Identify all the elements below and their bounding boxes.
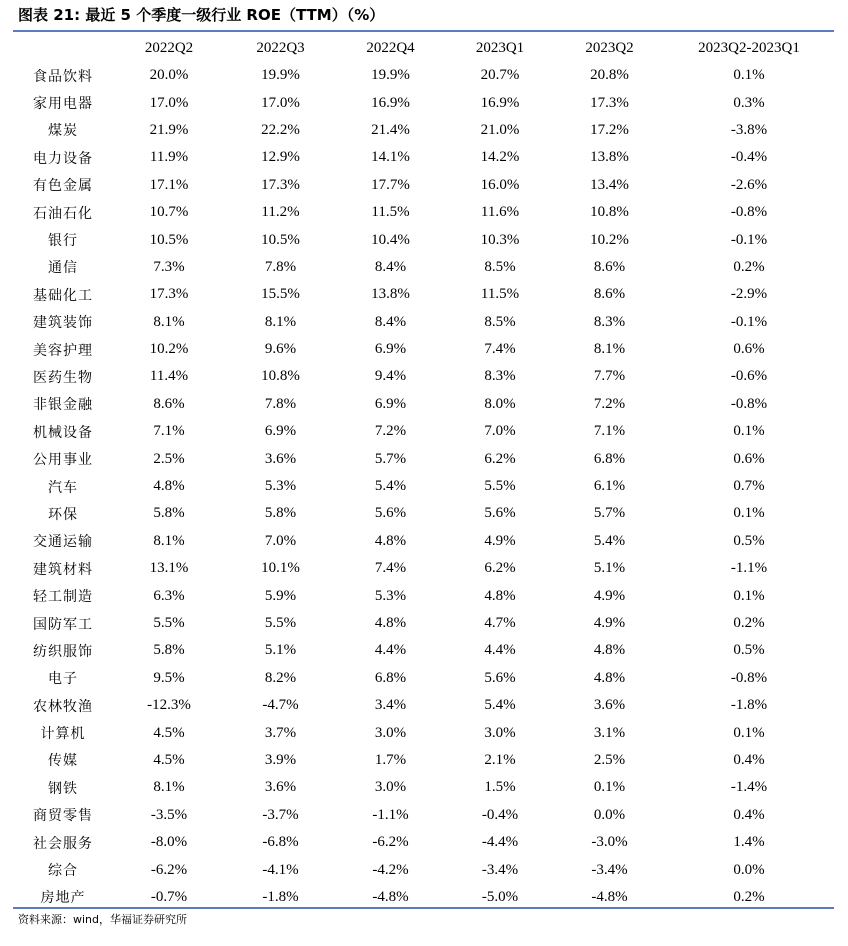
roe-value-cell: 3.6% [593, 697, 626, 714]
roe-value-cell: 17.2% [590, 121, 629, 138]
table-row [13, 309, 834, 336]
industry-name: 食品饮料 [33, 68, 93, 85]
industry-name: 房地产 [40, 890, 86, 907]
industry-name: 综合 [48, 863, 78, 880]
table-row [13, 637, 834, 664]
table-body [13, 62, 834, 911]
industry-name: 交通运输 [33, 534, 93, 551]
roe-value-cell: 10.8% [590, 204, 629, 221]
industry-name: 美容护理 [33, 342, 93, 359]
roe-value-cell: -2.9% [730, 286, 768, 303]
roe-value-cell: 0.4% [733, 806, 765, 823]
table-row [13, 199, 834, 226]
roe-value-cell: 5.9% [264, 587, 297, 604]
header-cell: 2022Q3 [256, 39, 305, 56]
roe-value-cell: -4.1% [262, 861, 299, 878]
roe-value-cell: 4.8% [153, 478, 185, 495]
roe-value-cell: 19.9% [261, 67, 300, 84]
roe-value-cell: -8.0% [150, 834, 188, 851]
roe-table [13, 34, 834, 911]
roe-value-cell: 22.2% [261, 121, 300, 138]
table-row [13, 692, 834, 719]
roe-value-cell: 1.4% [733, 834, 765, 851]
roe-value-cell: 14.2% [480, 149, 520, 166]
roe-value-cell: 16.9% [480, 94, 520, 111]
header-row [13, 34, 834, 62]
roe-value-cell: 4.9% [593, 615, 626, 631]
roe-value-cell: 0.2% [733, 258, 765, 275]
roe-value-cell: 6.9% [374, 341, 407, 358]
table-row [13, 555, 834, 582]
roe-value-cell: 0.2% [733, 888, 765, 905]
industry-name: 钢铁 [48, 780, 78, 797]
roe-value-cell: 15.5% [261, 286, 300, 303]
table-row [13, 719, 834, 746]
roe-value-cell: 4.8% [593, 642, 626, 659]
table-row [13, 226, 834, 253]
industry-name: 公用事业 [33, 452, 93, 469]
roe-value-cell: 6.2% [484, 450, 516, 467]
roe-value-cell: 8.1% [153, 313, 185, 330]
roe-value-cell: -6.8% [262, 834, 299, 851]
roe-value-cell: 7.1% [153, 423, 185, 440]
table-row [13, 665, 834, 692]
roe-value-cell: 7.4% [484, 341, 516, 358]
source-note: 资料来源：wind，华福证券研究所 [18, 913, 188, 926]
roe-value-cell: 8.6% [593, 258, 626, 275]
roe-value-cell: 3.0% [484, 724, 516, 741]
industry-name: 通信 [48, 260, 78, 277]
table-row [13, 391, 834, 418]
industry-name: 家用电器 [33, 96, 93, 113]
roe-value-cell: 17.3% [590, 94, 629, 111]
figure-title: 图表 21: 最近 5 个季度一级行业 ROE（TTM）（%） [18, 6, 385, 24]
roe-value-cell: 20.0% [149, 67, 189, 84]
roe-value-cell: 11.9% [149, 149, 189, 166]
roe-value-cell: -3.7% [262, 806, 299, 823]
table-row [13, 254, 834, 281]
roe-value-cell: 4.8% [374, 615, 407, 631]
roe-value-cell: 7.2% [593, 395, 626, 412]
roe-value-cell: -1.1% [730, 560, 768, 577]
roe-value-cell: 6.8% [593, 450, 626, 467]
roe-value-cell: 21.9% [149, 121, 189, 138]
industry-name: 纺织服饰 [33, 643, 93, 660]
industry-name: 电子 [48, 671, 78, 688]
industry-name: 非银金融 [33, 397, 93, 414]
roe-value-cell: 14.1% [371, 149, 410, 166]
roe-value-cell: 7.4% [374, 560, 407, 577]
industry-name: 计算机 [40, 726, 86, 743]
roe-value-cell: 0.6% [733, 341, 765, 358]
roe-value-cell: 5.6% [374, 505, 407, 522]
roe-value-cell: 13.8% [371, 286, 410, 303]
table-row [13, 418, 834, 445]
roe-value-cell: 5.1% [264, 642, 297, 659]
roe-value-cell: 8.1% [264, 313, 297, 330]
roe-value-cell: 7.0% [484, 423, 516, 440]
roe-value-cell: 5.6% [484, 669, 516, 686]
roe-value-cell: 3.9% [264, 751, 297, 768]
roe-value-cell: 2.5% [593, 751, 626, 768]
roe-value-cell: 8.5% [484, 313, 516, 330]
roe-value-cell: 5.5% [264, 615, 297, 631]
roe-value-cell: 8.3% [593, 313, 626, 330]
roe-value-cell: 0.1% [593, 779, 626, 796]
roe-value-cell: 17.3% [261, 176, 300, 193]
roe-value-cell: 21.0% [480, 121, 520, 138]
roe-value-cell: -0.7% [150, 888, 188, 905]
roe-value-cell: 8.2% [264, 669, 297, 686]
industry-name: 国防军工 [33, 616, 93, 633]
roe-value-cell: 20.8% [590, 67, 629, 84]
roe-value-cell: 13.1% [149, 560, 189, 577]
roe-value-cell: 12.9% [261, 149, 300, 166]
roe-value-cell: -0.8% [730, 395, 768, 412]
roe-value-cell: 5.4% [484, 697, 516, 714]
roe-value-cell: -1.1% [372, 806, 409, 823]
roe-value-cell: 0.2% [733, 615, 765, 631]
roe-value-cell: 5.5% [153, 615, 185, 631]
roe-value-cell: 19.9% [371, 67, 410, 84]
table-row [13, 610, 834, 637]
roe-value-cell: 4.8% [593, 669, 626, 686]
industry-name: 建筑装饰 [33, 315, 93, 332]
roe-value-cell: 0.1% [733, 505, 765, 522]
roe-value-cell: 11.5% [371, 204, 410, 221]
header-cell-category [13, 34, 113, 62]
roe-value-cell: 17.0% [149, 94, 189, 111]
roe-value-cell: -6.2% [372, 834, 409, 851]
roe-value-cell: -6.2% [150, 861, 188, 878]
roe-value-cell: 4.9% [484, 532, 516, 549]
roe-value-cell: 10.1% [261, 560, 300, 577]
roe-value-cell: 17.7% [371, 176, 410, 193]
roe-value-cell: 5.5% [484, 478, 516, 495]
roe-value-cell: 17.1% [149, 176, 189, 193]
roe-value-cell: 5.7% [374, 450, 407, 467]
roe-value-cell: 13.4% [590, 176, 629, 193]
industry-name: 社会服务 [33, 835, 93, 852]
roe-value-cell: 0.1% [733, 724, 765, 741]
roe-value-cell: 0.1% [733, 587, 765, 604]
roe-value-cell: 4.7% [484, 615, 516, 631]
roe-value-cell: 3.4% [374, 697, 407, 714]
industry-name: 有色金属 [33, 178, 93, 195]
table-row [13, 582, 834, 609]
table-row [13, 802, 834, 829]
roe-value-cell: 9.5% [153, 669, 185, 686]
roe-value-cell: 4.4% [484, 642, 516, 659]
industry-name: 轻工制造 [33, 589, 93, 606]
roe-value-cell: 6.3% [153, 587, 185, 604]
roe-value-cell: 11.4% [149, 368, 189, 385]
roe-value-cell: 8.5% [484, 258, 516, 275]
table-row [13, 363, 834, 390]
roe-value-cell: 4.4% [374, 642, 407, 659]
roe-value-cell: 10.2% [590, 231, 629, 248]
roe-value-cell: 7.0% [264, 532, 297, 549]
table-row [13, 500, 834, 527]
roe-value-cell: 2.1% [484, 751, 516, 768]
industry-name: 机械设备 [33, 424, 93, 441]
table-header [13, 34, 834, 62]
roe-value-cell: -4.8% [372, 888, 409, 905]
roe-value-cell: -0.1% [730, 313, 768, 330]
industry-name: 银行 [48, 233, 78, 250]
roe-value-cell: 7.7% [593, 368, 626, 385]
table-row [13, 117, 834, 144]
roe-value-cell: 5.3% [264, 478, 297, 495]
roe-value-cell: -0.8% [730, 204, 768, 221]
roe-value-cell: 4.5% [153, 751, 185, 768]
roe-value-cell: -3.5% [150, 806, 188, 823]
roe-value-cell: -0.8% [730, 669, 768, 686]
industry-name: 汽车 [48, 479, 78, 496]
table-row [13, 281, 834, 308]
header-cell: 2023Q1 [475, 39, 525, 56]
roe-value-cell: 8.1% [153, 532, 185, 549]
roe-value-cell: 3.7% [264, 724, 297, 741]
roe-value-cell: 17.0% [261, 94, 300, 111]
table-row [13, 445, 834, 472]
roe-value-cell: 3.6% [264, 450, 297, 467]
roe-value-cell: 0.0% [593, 806, 626, 823]
roe-value-cell: -4.4% [481, 834, 519, 851]
table-row [13, 829, 834, 856]
roe-value-cell: 11.6% [480, 204, 520, 221]
roe-value-cell: -0.4% [730, 149, 768, 166]
roe-value-cell: 8.4% [374, 258, 407, 275]
industry-name: 传媒 [48, 753, 78, 770]
roe-value-cell: 11.2% [261, 204, 300, 221]
roe-value-cell: -0.6% [730, 368, 768, 385]
roe-value-cell: -3.4% [591, 861, 628, 878]
table-row [13, 62, 834, 89]
roe-value-cell: 16.9% [371, 94, 410, 111]
roe-value-cell: 6.1% [593, 478, 626, 495]
roe-value-cell: 10.5% [261, 231, 300, 248]
roe-value-cell: 0.0% [733, 861, 765, 878]
roe-value-cell: 0.1% [733, 423, 765, 440]
roe-value-cell: 0.3% [733, 94, 765, 111]
industry-name: 电力设备 [33, 150, 93, 167]
industry-name: 农林牧渔 [33, 698, 93, 715]
roe-value-cell: 3.0% [374, 724, 407, 741]
industry-name: 基础化工 [33, 287, 93, 304]
roe-value-cell: 0.5% [733, 642, 765, 659]
roe-value-cell: 5.7% [593, 505, 626, 522]
industry-name: 煤炭 [48, 123, 78, 140]
roe-value-cell: 21.4% [371, 121, 410, 138]
roe-value-cell: 8.1% [593, 341, 626, 358]
roe-value-cell: 5.4% [374, 478, 407, 495]
bottom-rule [13, 907, 834, 909]
roe-value-cell: 7.8% [264, 395, 297, 412]
roe-value-cell: 1.5% [484, 779, 516, 796]
roe-value-cell: 8.4% [374, 313, 407, 330]
roe-value-cell: 9.4% [374, 368, 407, 385]
roe-value-cell: 20.7% [480, 67, 520, 84]
roe-value-cell: 8.3% [484, 368, 516, 385]
roe-value-cell: 0.4% [733, 751, 765, 768]
top-rule [13, 30, 834, 32]
roe-value-cell: 4.8% [374, 532, 407, 549]
roe-value-cell: -4.8% [591, 888, 628, 905]
roe-value-cell: 6.2% [484, 560, 516, 577]
roe-value-cell: -4.2% [372, 861, 409, 878]
roe-value-cell: 9.6% [264, 341, 297, 358]
roe-value-cell: 10.4% [371, 231, 410, 248]
roe-value-cell: -5.0% [481, 888, 519, 905]
roe-value-cell: 0.7% [733, 478, 765, 495]
roe-value-cell: 7.3% [153, 258, 185, 275]
header-cell: 2022Q2 [144, 39, 194, 56]
roe-value-cell: 0.1% [733, 67, 765, 84]
table-row [13, 774, 834, 801]
roe-value-cell: 17.3% [149, 286, 189, 303]
roe-value-cell: 3.1% [593, 724, 626, 741]
roe-value-cell: 8.6% [153, 395, 185, 412]
roe-value-cell: 2.5% [153, 450, 185, 467]
table-row [13, 528, 834, 555]
roe-value-cell: 10.5% [149, 231, 189, 248]
roe-value-cell: 6.8% [374, 669, 407, 686]
industry-name: 环保 [48, 506, 78, 523]
roe-value-cell: 5.6% [484, 505, 516, 522]
roe-value-cell: 5.8% [153, 505, 185, 522]
header-cell: 2022Q4 [366, 39, 415, 56]
roe-value-cell: 7.1% [593, 423, 626, 440]
roe-value-cell: 0.5% [733, 532, 765, 549]
roe-value-cell: 10.2% [149, 341, 189, 358]
table-row [13, 473, 834, 500]
roe-value-cell: -1.4% [730, 779, 768, 796]
roe-value-cell: 10.7% [149, 204, 189, 221]
table-row [13, 336, 834, 363]
roe-value-cell: 7.2% [374, 423, 407, 440]
roe-value-cell: 5.3% [374, 587, 407, 604]
roe-value-cell: 3.0% [374, 779, 407, 796]
industry-name: 医药生物 [33, 369, 93, 386]
roe-value-cell: 8.6% [593, 286, 626, 303]
roe-value-cell: -0.1% [730, 231, 768, 248]
table-row [13, 172, 834, 199]
roe-value-cell: 8.1% [153, 779, 185, 796]
roe-value-cell: 7.8% [264, 258, 297, 275]
roe-value-cell: 10.3% [480, 231, 520, 248]
roe-value-cell: 10.8% [261, 368, 300, 385]
roe-value-cell: -3.8% [730, 121, 768, 138]
roe-value-cell: 11.5% [480, 286, 520, 303]
roe-value-cell: -1.8% [730, 697, 768, 714]
roe-value-cell: 6.9% [264, 423, 297, 440]
roe-value-cell: 4.8% [484, 587, 516, 604]
roe-value-cell: 5.8% [153, 642, 185, 659]
roe-value-cell: 4.9% [593, 587, 626, 604]
roe-value-cell: -2.6% [730, 176, 768, 193]
roe-value-cell: 13.8% [590, 149, 629, 166]
roe-value-cell: 8.0% [484, 395, 516, 412]
table-row [13, 89, 834, 116]
table-row [13, 747, 834, 774]
roe-value-cell: -3.0% [591, 834, 628, 851]
roe-value-cell: -1.8% [262, 888, 299, 905]
roe-value-cell: 4.5% [153, 724, 185, 741]
roe-value-cell: 1.7% [374, 751, 407, 768]
roe-value-cell: 5.1% [593, 560, 626, 577]
industry-name: 建筑材料 [33, 561, 93, 578]
roe-value-cell: 0.6% [733, 450, 765, 467]
industry-name: 石油石化 [33, 205, 93, 222]
roe-value-cell: -4.7% [262, 697, 299, 714]
header-cell: 2023Q2-2023Q1 [698, 39, 800, 56]
roe-value-cell: 6.9% [374, 395, 407, 412]
roe-value-cell: 3.6% [264, 779, 297, 796]
table-row [13, 144, 834, 171]
roe-value-cell: 5.4% [593, 532, 626, 549]
roe-value-cell: 5.8% [264, 505, 297, 522]
header-cell: 2023Q2 [585, 39, 634, 56]
roe-value-cell: -3.4% [481, 861, 519, 878]
roe-value-cell: -12.3% [147, 697, 191, 714]
roe-value-cell: 16.0% [480, 176, 520, 193]
roe-value-cell: -0.4% [481, 806, 519, 823]
industry-name: 商贸零售 [33, 808, 93, 825]
table-row [13, 856, 834, 883]
